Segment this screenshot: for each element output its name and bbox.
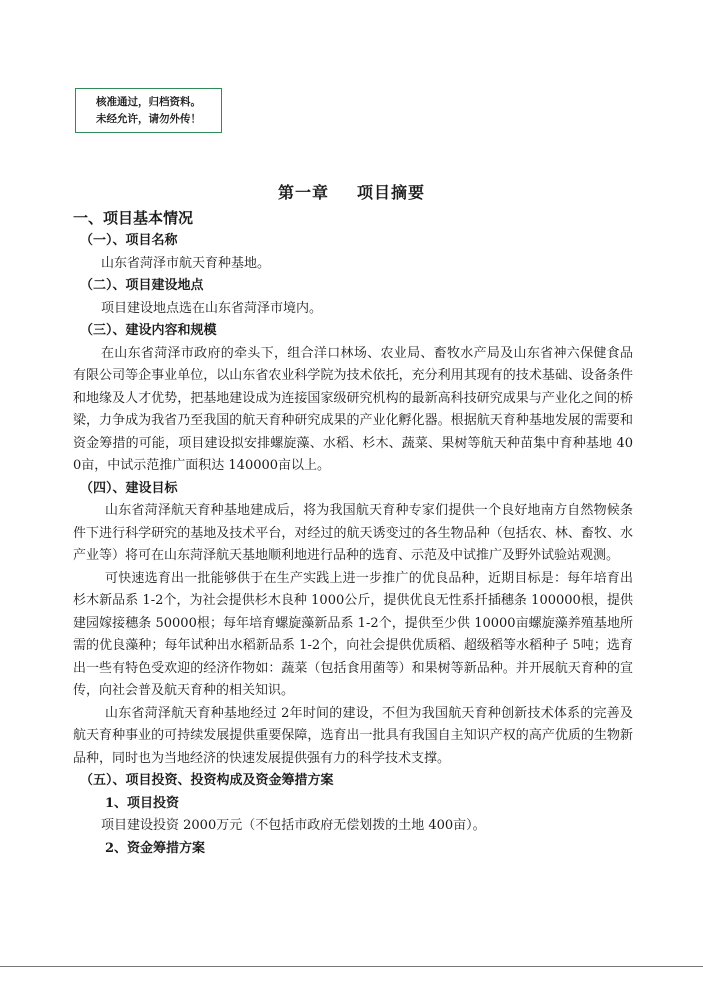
document-body: [73, 206, 633, 860]
item-heading-project-investment: 1、项目投资: [105, 795, 180, 811]
page-divider: [0, 966, 703, 967]
stamp-line-1: 核准通过，归档资料。: [96, 96, 201, 108]
stamp-line-2: 未经允许，请勿外传！: [96, 113, 201, 125]
paragraph-goals-2: 可快速选育出一批能够供于在生产实践上进一步推广的优良品种，近期目标是：每年培育出杉木新品系 1-2个，为社会提供杉木良种 1000公斤，提供优良无性系扦插穗条 100000根，提供建园嫁接穗条 50000根；每年培育螺旋藻新品系 1-2个，提供至少供 10000亩螺旋藻养殖基地所需的优良藻种；每年试种出水稻新品系 1-2个，向社会提供优质稻、超级稻等水稻种子 5吨；选育出一些有特色受欢迎的经济作物如：蔬菜（包括食用菌等）和果树等新品种。并开展航天育种的宣传，向社会普及航天育种的相关知识。: [73, 570, 633, 698]
subsection-heading-content-scale: （三）、建设内容和规模: [80, 323, 217, 338]
section-heading-basic-info: 一、项目基本情况: [73, 209, 194, 227]
subsection-heading-location: （二）、项目建设地点: [80, 278, 204, 293]
paragraph-goals-3: 山东省菏泽航天育种基地经过 2年时间的建设，不但为我国航天育种创新技术体系的完善及航天育种事业的可持续发展提供重要保障，选育出一批具有我国自主知识产权的高产优质的生物新品种，同时也为当地经济的快速发展提供强有力的科学技术支撑。: [73, 705, 633, 766]
subsection-heading-investment: （五）、项目投资、投资构成及资金筹措方案: [80, 773, 334, 788]
approval-stamp: [75, 88, 222, 133]
paragraph-location: 项目建设地点选在山东省菏泽市境内。: [101, 300, 323, 316]
item-heading-funding-plan: 2、资金筹措方案: [105, 840, 206, 856]
paragraph-project-investment: 项目建设投资 2000万元（不包括市政府无偿划拨的土地 400亩）。: [101, 818, 486, 833]
chapter-title: [0, 180, 703, 203]
paragraph-goals-1: 山东省菏泽航天育种基地建成后，将为我国航天育种专家们提供一个良好地南方自然物候条件下进行科学研究的基地及技术平台，对经过的航天诱变过的各生物品种（包括农、林、畜牧、水产业等）将可在山东菏泽航天基地顺利地进行品种的选育、示范及中试推广及野外试验站观测。: [73, 503, 633, 563]
paragraph-project-name: 山东省菏泽市航天育种基地。: [101, 255, 271, 271]
subsection-heading-goals: （四）、建设目标: [80, 480, 178, 496]
subsection-heading-project-name: （一）、项目名称: [80, 233, 178, 248]
chapter-name: 项目摘要: [357, 183, 426, 202]
chapter-label: 第一章: [277, 183, 329, 202]
paragraph-content-scale: 在山东省菏泽市政府的牵头下，组合洋口林场、农业局、畜牧水产局及山东省神六保健食品有限公司等企事业单位，以山东省农业科学院为技术依托，充分利用其现有的技术基础、设备条件和地缘及人才优势，把基地建设成为连接国家级研究机构的最新高科技研究成果与产业化之间的桥梁，力争成为我省乃至我国的航天育种研究成果的产业化孵化器。根据航天育种基地发展的需要和资金筹措的可能，项目建设拟安排螺旋藻、水稻、杉木、蔬菜、果树等航天种苗集中育种基地 400亩，中试示范推广面积达 140000亩以上。: [73, 345, 633, 473]
